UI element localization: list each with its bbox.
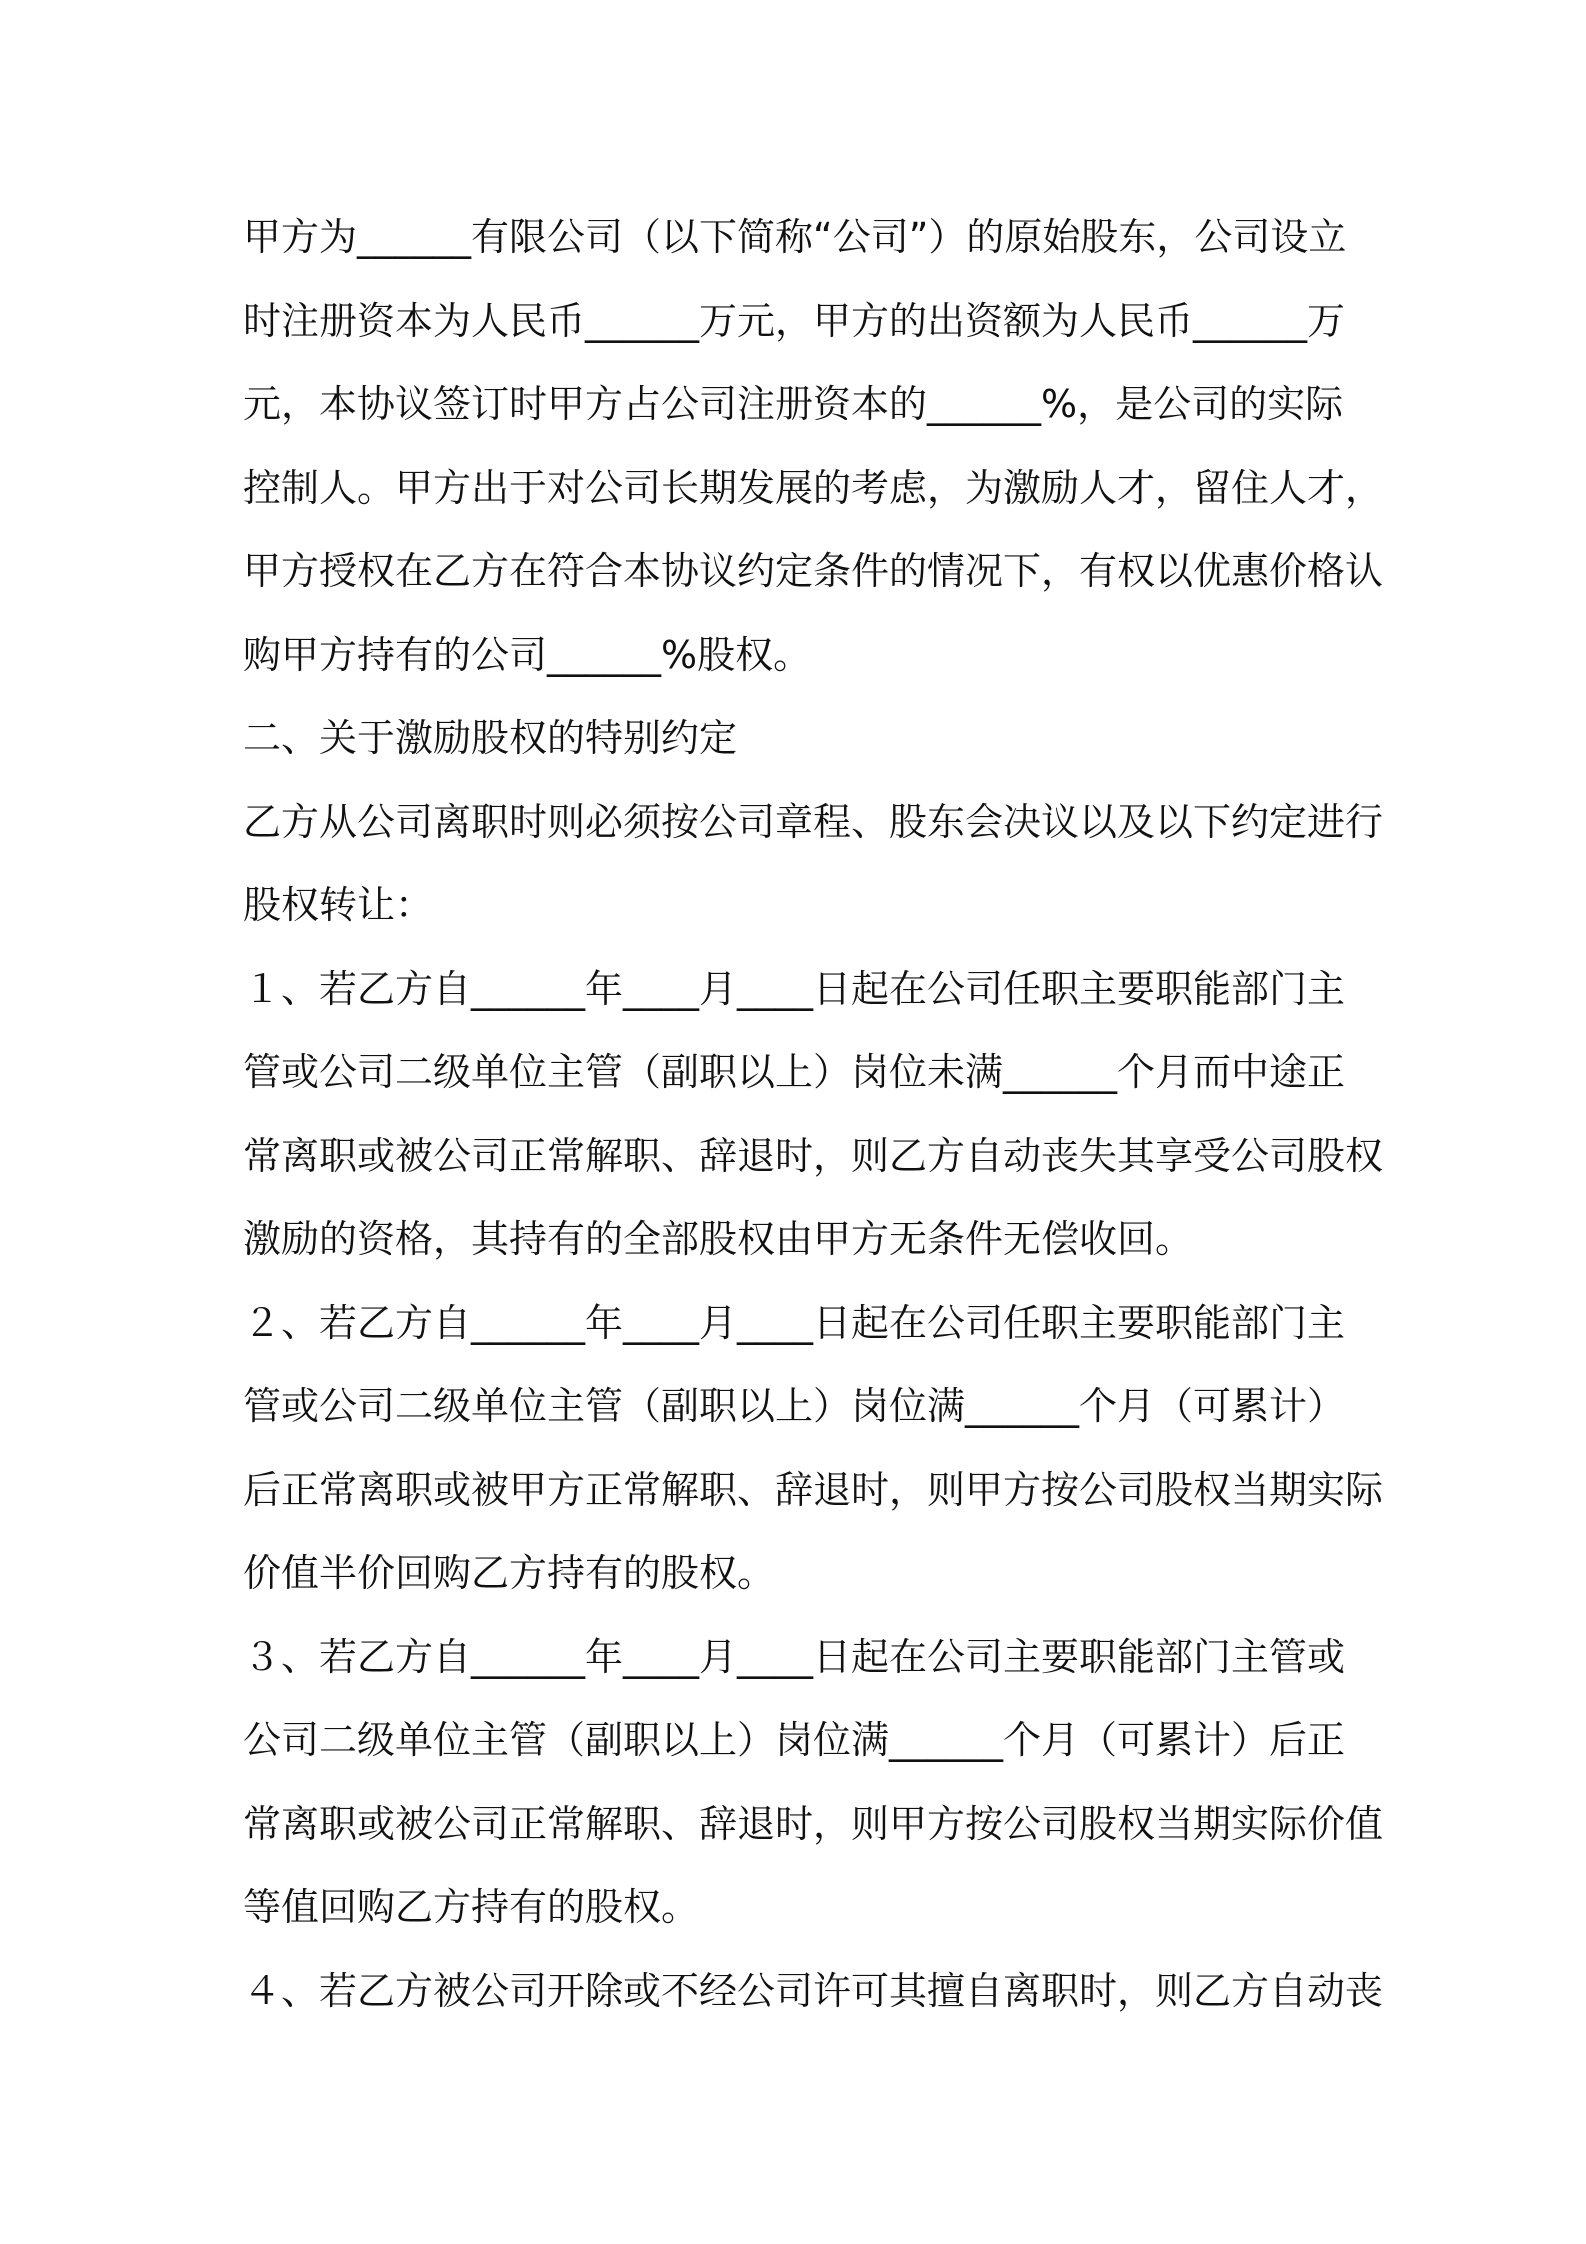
body-line: 购甲方持有的公司______%股权。: [243, 632, 812, 677]
body-line: 控制人。甲方出于对公司长期发展的考虑，为激励人才，留住人才，: [243, 465, 1384, 510]
body-line: 甲方授权在乙方在符合本协议约定条件的情况下，有权以优惠价格认: [243, 549, 1384, 593]
clause-line: 等值回购乙方持有的股权。: [243, 1885, 700, 1929]
body-line: 乙方从公司离职时则必须按公司章程、股东会决议以及以下约定进行: [243, 799, 1384, 844]
section-heading: 二、关于激励股权的特别约定: [243, 716, 738, 760]
clause-line: ３、若乙方自______年____月____日起在公司主要职能部门主管或: [243, 1634, 1346, 1679]
body-line: 元，本协议签订时甲方占公司注册资本的______%，是公司的实际: [243, 382, 1344, 426]
clause-line: 管或公司二级单位主管（副职以上）岗位未满______个月而中途正: [243, 1050, 1346, 1094]
body-line: 时注册资本为人民币______万元，甲方的出资额为人民币______万: [243, 298, 1346, 343]
clause-line: １、若乙方自______年____月____日起在公司任职主要职能部门主: [243, 966, 1346, 1011]
document-body: [243, 196, 1384, 2033]
clause-line: 后正常离职或被甲方正常解职、辞退时，则甲方按公司股权当期实际: [243, 1467, 1384, 1512]
body-line: 甲方为______有限公司（以下简称“公司”）的原始股东，公司设立: [243, 215, 1347, 259]
clause-line: 常离职或被公司正常解职、辞退时，则甲方按公司股权当期实际价值: [243, 1801, 1384, 1846]
body-line: 股权转让：: [243, 883, 434, 927]
clause-line: 价值半价回购乙方持有的股权。: [243, 1551, 776, 1595]
clause-line: 激励的资格，其持有的全部股权由甲方无条件无偿收回。: [243, 1217, 1194, 1261]
clause-line: 公司二级单位主管（副职以上）岗位满______个月（可累计）后正: [243, 1718, 1346, 1762]
clause-line: 常离职或被公司正常解职、辞退时，则乙方自动丧失其享受公司股权: [243, 1133, 1384, 1178]
clause-line: 管或公司二级单位主管（副职以上）岗位满______个月（可累计）: [243, 1384, 1346, 1428]
clause-line: ４、若乙方被公司开除或不经公司许可其擅自离职时，则乙方自动丧: [243, 1968, 1384, 2013]
clause-line: ２、若乙方自______年____月____日起在公司任职主要职能部门主: [243, 1300, 1346, 1345]
